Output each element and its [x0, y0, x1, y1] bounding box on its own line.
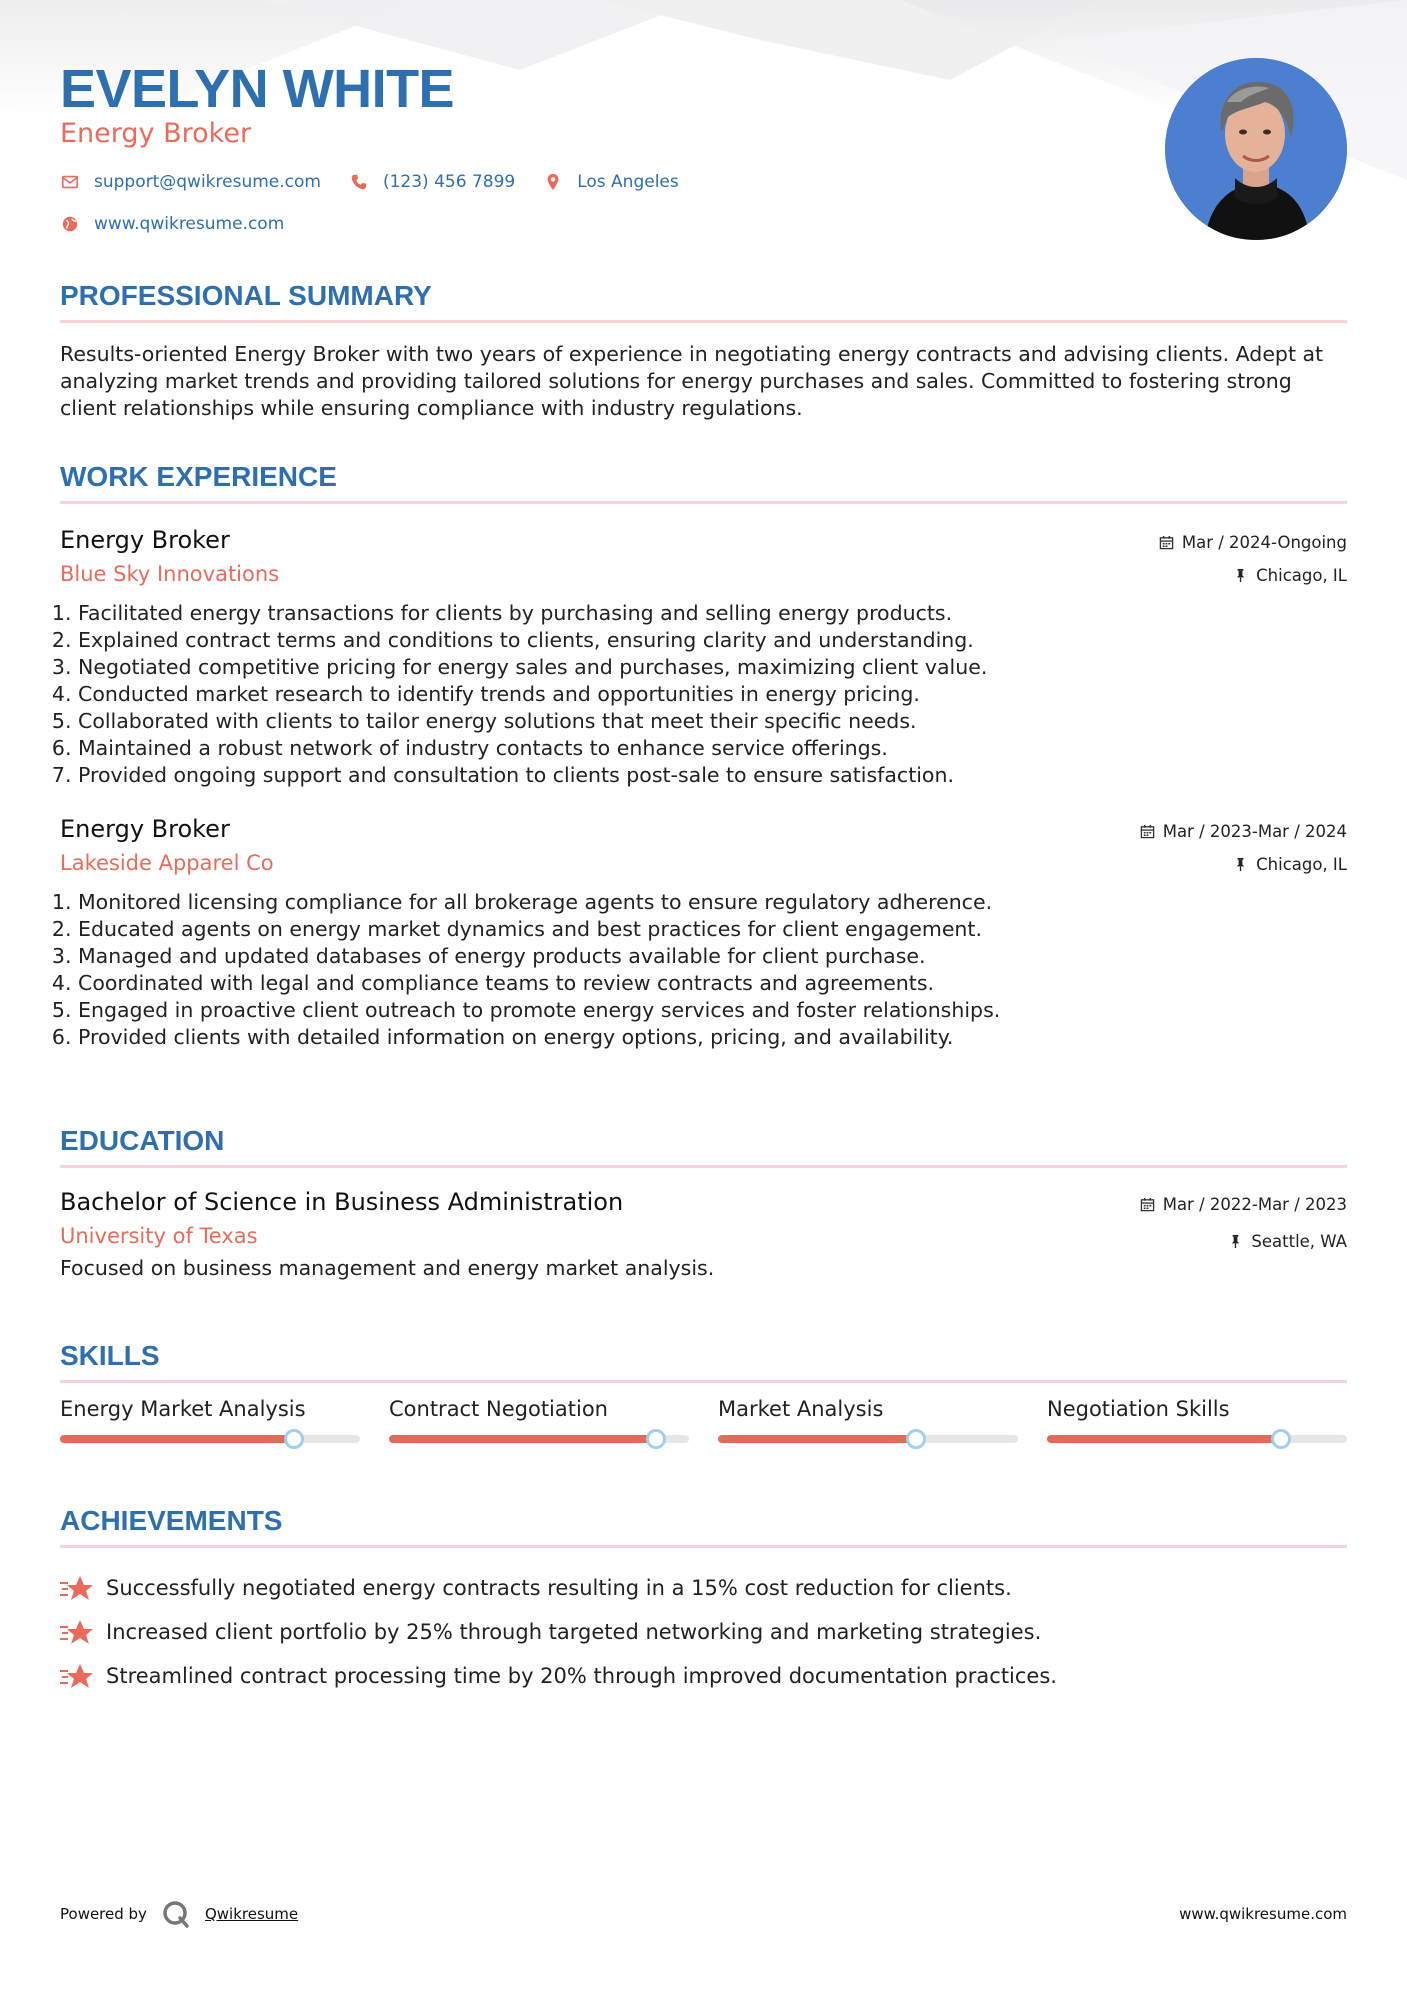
location-text: Los Angeles: [577, 172, 679, 192]
skills-title: SKILLS: [60, 1340, 1347, 1383]
contact-row: [60, 172, 707, 192]
job-company: Lakeside Apparel Co: [60, 851, 274, 875]
degree-title: Bachelor of Science in Business Administration: [60, 1188, 624, 1216]
list-item: 5. Engaged in proactive client outreach to promote energy services and foster relationships.: [78, 997, 1347, 1024]
school-name: University of Texas: [60, 1224, 258, 1248]
list-item: 4. Conducted market research to identify trends and opportunities in energy pricing.: [78, 681, 1347, 708]
education-location-text: Seattle, WA: [1251, 1231, 1347, 1251]
achievements-title: ACHIEVEMENTS: [60, 1505, 1347, 1548]
list-item: 7. Provided ongoing support and consultation to clients post-sale to ensure satisfaction.: [78, 762, 1347, 789]
list-item: 3. Negotiated competitive pricing for energy sales and purchases, maximizing client value.: [78, 654, 1347, 681]
resume-header: [60, 0, 1347, 260]
list-item: 1. Monitored licensing compliance for all brokerage agents to ensure regulatory adherence.: [78, 889, 1347, 916]
envelope-icon: [60, 172, 80, 192]
job-location-text: Chicago, IL: [1256, 854, 1347, 874]
map-pin-icon: [543, 172, 563, 192]
contact-website[interactable]: [60, 214, 284, 234]
job-dates-text: Mar / 2023-Mar / 2024: [1162, 821, 1347, 841]
list-item: 6. Provided clients with detailed information on energy options, pricing, and availability.: [78, 1024, 1347, 1051]
phone-text: (123) 456 7899: [382, 172, 516, 192]
summary-text: Results-oriented Energy Broker with two years of experience in negotiating energy contracts and advising clients. Adept at analyzing market trends and providing tailored solutions for energy purchases and sales. Committed to fostering strong client relationships while ensuring compliance with industry regulations.: [60, 342, 1324, 420]
job-dates-text: Mar / 2024-Ongoing: [1181, 532, 1347, 552]
skill-label: Contract Negotiation: [389, 1397, 608, 1421]
skill-label: Negotiation Skills: [1047, 1397, 1230, 1421]
achievement-text: Streamlined contract processing time by 20% through improved documentation practices.: [106, 1664, 1057, 1688]
skill-label: Market Analysis: [718, 1397, 884, 1421]
list-item: 4. Coordinated with legal and compliance teams to review contracts and agreements.: [78, 970, 1347, 997]
experience-title: WORK EXPERIENCE: [60, 461, 1347, 504]
powered-by-label: Powered by: [60, 1905, 147, 1923]
job-company: Blue Sky Innovations: [60, 562, 280, 586]
candidate-name: EVELYN WHITE: [60, 59, 455, 119]
education-title: EDUCATION: [60, 1125, 1347, 1168]
list-item: 5. Collaborated with clients to tailor energy solutions that meet their specific needs.: [78, 708, 1347, 735]
achievement-text: Increased client portfolio by 25% through targeted networking and marketing strategies.: [106, 1620, 1042, 1644]
globe-icon: [60, 214, 80, 234]
list-item: 2. Educated agents on energy market dynamics and best practices for client engagement.: [78, 916, 1347, 943]
list-item: 3. Managed and updated databases of energy products available for client purchase.: [78, 943, 1347, 970]
education-dates-text: Mar / 2022-Mar / 2023: [1162, 1194, 1347, 1214]
list-item: 1. Facilitated energy transactions for clients by purchasing and selling energy products.: [78, 600, 1347, 627]
job-title: Energy Broker: [60, 526, 230, 554]
list-item: 6. Maintained a robust network of industry contacts to enhance service offerings.: [78, 735, 1347, 762]
contact-phone[interactable]: [349, 172, 515, 192]
contact-location: [543, 172, 679, 192]
brand-link[interactable]: Qwikresume: [204, 1905, 299, 1923]
job-title: Energy Broker: [60, 815, 230, 843]
education-description: Focused on business management and energy market analysis.: [60, 1256, 715, 1280]
achievement-text: Successfully negotiated energy contracts resulting in a 15% cost reduction for clients.: [106, 1576, 1012, 1600]
job-location-text: Chicago, IL: [1256, 565, 1347, 585]
footer-website[interactable]: www.qwikresume.com: [1179, 1905, 1347, 1923]
summary-title: PROFESSIONAL SUMMARY: [60, 280, 1347, 323]
phone-icon: [349, 172, 369, 192]
website-text: www.qwikresume.com: [94, 214, 285, 234]
skill-label: Energy Market Analysis: [60, 1397, 306, 1421]
contact-row-website: [60, 214, 312, 234]
profile-photo: [1165, 58, 1347, 240]
contact-email[interactable]: [60, 172, 321, 192]
list-item: 2. Explained contract terms and conditions to clients, ensuring clarity and understanding.: [78, 627, 1347, 654]
candidate-role: Energy Broker: [60, 118, 252, 149]
email-text: support@qwikresume.com: [94, 172, 321, 192]
